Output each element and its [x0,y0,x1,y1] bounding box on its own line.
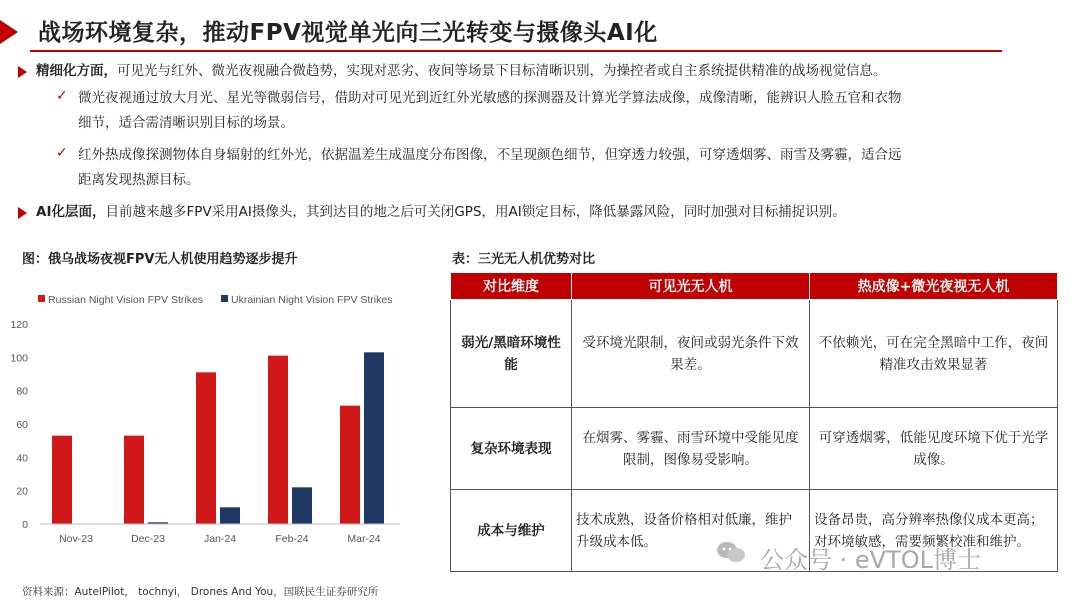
cell-visible: 在烟雾、雾霾、雨雪环境中受能见度限制，图像易受影响。 [572,408,810,490]
cell-visible: 技术成熟，设备价格相对低廉，维护升级成本低。 [572,490,810,572]
night-vision-bar-chart [0,282,420,552]
chart-bars [52,352,384,524]
y-tick-label: 100 [10,352,28,365]
cell-thermal: 可穿透烟雾，低能见度环境下优于光学成像。 [810,408,1058,490]
sub-bullet-thermal-line2: 距离发现热源目标。 [78,172,200,188]
bar-russian [340,406,360,524]
watermark: 公众号 · eVTOL博士 [760,546,981,574]
y-tick-label: 120 [10,319,28,331]
bar-russian [124,436,144,524]
bullet-refinement-text: 可见光与红外、微光夜视融合微趋势，实现对恶劣、夜间等场景下目标清晰识别，为操控者或自主系统提供精准的战场视觉信息。 [117,63,887,79]
bar-ukrainian [292,487,312,524]
cell-thermal: 设备昂贵，高分辨率热像仪成本更高；对环境敏感，需要频繁校准和维护。 [810,490,1058,572]
bar-russian [196,372,216,524]
check-icon: ✓ [56,88,68,104]
bar-russian [268,356,288,524]
table-title: 表：三光无人机优势对比 [452,252,596,267]
bullet-marker [18,207,27,219]
y-tick-label: 20 [16,485,28,498]
header-thermal-drone: 热成像+微光夜视无人机 [810,273,1058,300]
bar-ukrainian [364,352,384,524]
cell-thermal: 不依赖光，可在完全黑暗中工作，夜间精准攻击效果显著 [810,300,1058,408]
check-icon: ✓ [56,145,68,161]
x-tick-label: Nov-23 [59,533,93,545]
y-tick-label: 0 [22,519,28,531]
comparison-table [450,272,1058,572]
y-tick-label: 40 [16,452,28,465]
cell-dimension: 成本与维护 [451,490,572,572]
chart-legend [38,294,392,306]
legend-swatch [221,295,228,302]
legend-swatch [38,295,45,302]
table-header-row [451,273,1058,300]
header-visible-drone: 可见光无人机 [572,273,810,300]
bullet-marker [18,66,27,78]
bullet-refinement [36,59,887,84]
legend-label: Russian Night Vision FPV Strikes [48,294,204,306]
cell-visible: 受环境光限制，夜间或弱光条件下效果差。 [572,300,810,408]
y-axis [10,319,28,531]
y-tick-label: 60 [16,419,28,431]
legend-label: Ukrainian Night Vision FPV Strikes [231,294,393,306]
sub-bullet-lowlight-line2: 细节，适合需清晰识别目标的场景。 [78,115,294,131]
sub-bullet-thermal-line1: 红外热成像探测物体自身辐射的红外光，依据温差生成温度分布图像，不呈现颜色细节，但穿透力较强，可穿透烟雾、雨雪及雾霾，适合远 [78,147,902,163]
figure-title: 图：俄乌战场夜视FPV无人机使用趋势逐步提升 [22,252,298,267]
cell-dimension: 复杂环境表现 [451,408,572,490]
x-axis [40,524,400,545]
x-tick-label: Mar-24 [347,533,381,545]
y-tick-label: 80 [16,385,28,398]
x-tick-label: Feb-24 [275,533,309,545]
bullet-ai [36,200,846,225]
bullet-ai-heading: AI化层面， [36,204,106,220]
bullet-ai-text: 目前越来越多FPV采用AI摄像头，其到达目的地之后可关闭GPS，用AI锁定目标，降低暴露风险，同时加强对目标捕捉识别。 [105,204,846,220]
table-row [451,300,1058,408]
page-title: 战场环境复杂，推动FPV视觉单光向三光转变与摄像头AI化 [38,20,658,46]
x-tick-label: Dec-23 [131,533,165,545]
sub-bullet-lowlight-line1: 微光夜视通过放大月光、星光等微弱信号，借助对可见光到近红外光敏感的探测器及计算光学算法成像，成像清晰，能辨识人脸五官和衣物 [78,90,902,106]
source-note: 资料来源：AutelPilot， tochnyi， Drones And You，国联民生证券研究所 [22,586,379,598]
x-tick-label: Jan-24 [203,533,237,545]
bar-ukrainian [220,507,240,524]
wechat-icon [716,540,746,564]
title-divider [30,50,1002,52]
bar-russian [52,436,72,524]
bullet-refinement-heading: 精细化方面， [36,63,117,79]
title-marker [0,20,18,44]
table-row [451,408,1058,490]
cell-dimension: 弱光/黑暗环境性能 [451,300,572,408]
header-dimension: 对比维度 [451,273,572,300]
